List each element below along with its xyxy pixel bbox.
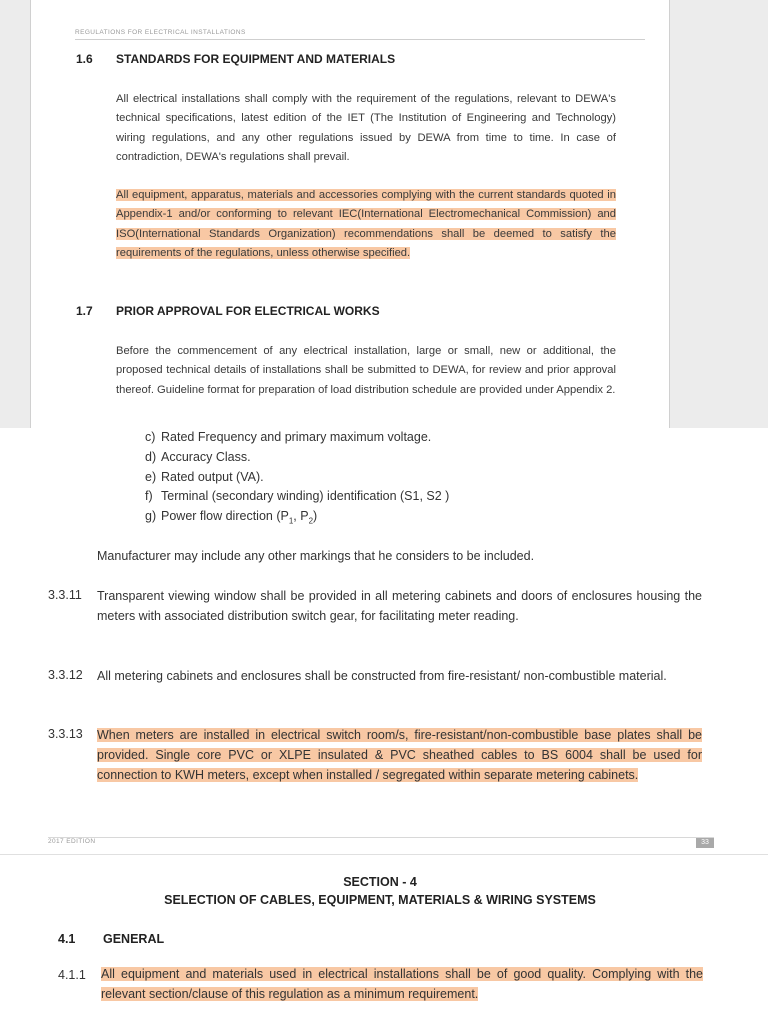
document-excerpt-3 — [0, 854, 768, 1025]
list-letter: g) — [145, 509, 157, 523]
paragraph-text — [116, 186, 616, 263]
list-item — [145, 509, 317, 526]
subscript: 1 — [288, 516, 294, 526]
document-page — [30, 0, 670, 428]
highlighted-text: All equipment, apparatus, materials and accessories complying with the current standards quoted in Appendix-1 and/or conforming to relevant IEC(International Electromechanical Commission) and ISO(International Standards Organization) recommendations shall be deemed to satisfy the requirements of the regulations, unless otherwise specified. — [116, 189, 616, 259]
clause-number: 3.3.11 — [48, 588, 82, 602]
highlighted-clause — [101, 964, 703, 1004]
list-text: , P — [293, 509, 309, 523]
section-label: SECTION - 4 — [343, 875, 417, 889]
list-item — [145, 430, 431, 444]
highlighted-paragraph — [116, 186, 616, 263]
paragraph-text: All electrical installations shall comply with the requirement of the regulations, relevant to DEWA's technical specifications, latest edition of the IET (The Institution of Engineering and Technology) wiring regulations, and any other regulations issued by DEWA from time to time. In case of contradiction, DEWA's regulations shall prevail. — [116, 93, 616, 163]
list-letter: f) — [145, 489, 153, 503]
footer-divider — [48, 837, 714, 838]
running-header: REGULATIONS FOR ELECTRICAL INSTALLATIONS — [75, 29, 645, 40]
list-item — [145, 489, 449, 503]
list-letter: c) — [145, 430, 156, 444]
footer-page-number: 33 — [696, 838, 714, 848]
subscript: 2 — [308, 516, 314, 526]
section-title: STANDARDS FOR EQUIPMENT AND MATERIALS — [116, 52, 396, 66]
clause-number: 3.3.12 — [48, 668, 83, 682]
list-text: Terminal (secondary winding) identification (S1, S2 ) — [161, 489, 450, 503]
paragraph-text: Before the commencement of any electrical installation, large or small, new or additional, the proposed technical details of installations shall be submitted to DEWA, for review and prior approval thereof. Guideline format for preparation of load distribution schedule are provided under Appendix 2. — [116, 345, 616, 396]
highlighted-text: When meters are installed in electrical switch room/s, fire-resistant/non-combustible base plates shall be provided. Single core PVC or XLPE insulated & PVC sheathed cables to BS 6004 shall be used for connection to KWH meters, except when installed / segregated within separate metering cabinets. — [97, 728, 702, 782]
paragraph — [116, 90, 616, 167]
subsection-title: GENERAL — [103, 932, 165, 946]
clause-number: 4.1.1 — [58, 968, 86, 982]
highlighted-text: All equipment and materials used in electrical installations shall be of good quality. Complying with the relevant section/clause of this regulation as a minimum requirement. — [101, 967, 703, 1001]
document-excerpt-2 — [0, 428, 768, 854]
document-excerpt-1 — [0, 0, 768, 428]
clause-text: All metering cabinets and enclosures shall be constructed from fire-resistant/ non-combustible material. — [97, 669, 667, 683]
clause-number: 3.3.13 — [48, 727, 83, 741]
paragraph — [116, 342, 616, 400]
section-heading-1-6 — [76, 52, 395, 66]
list-item — [145, 470, 264, 484]
manufacturer-note: Manufacturer may include any other markings that he considers to be included. — [97, 549, 535, 563]
section-title: SELECTION OF CABLES, EQUIPMENT, MATERIALS & WIRING SYSTEMS — [164, 893, 596, 907]
subsection-number: 4.1 — [58, 932, 76, 946]
list-text: Power flow direction (P — [161, 509, 289, 523]
clause-text: Transparent viewing window shall be provided in all metering cabinets and doors of enclosures housing the meters with associated distribution switch gear, for facilitating meter reading. — [97, 589, 702, 623]
section-number: 1.6 — [76, 52, 93, 66]
list-letter: d) — [145, 450, 157, 464]
list-text: ) — [313, 509, 318, 523]
list-letter: e) — [145, 470, 157, 484]
list-text: Accuracy Class. — [161, 450, 251, 464]
list-text: Rated output (VA). — [161, 470, 264, 484]
list-text: Rated Frequency and primary maximum voltage. — [161, 430, 432, 444]
list-item — [145, 450, 251, 464]
section-heading-1-7 — [76, 304, 380, 318]
footer-edition: 2017 EDITION — [48, 838, 96, 845]
highlighted-clause — [97, 725, 702, 785]
section-title: PRIOR APPROVAL FOR ELECTRICAL WORKS — [116, 304, 380, 318]
section-number: 1.7 — [76, 304, 93, 318]
